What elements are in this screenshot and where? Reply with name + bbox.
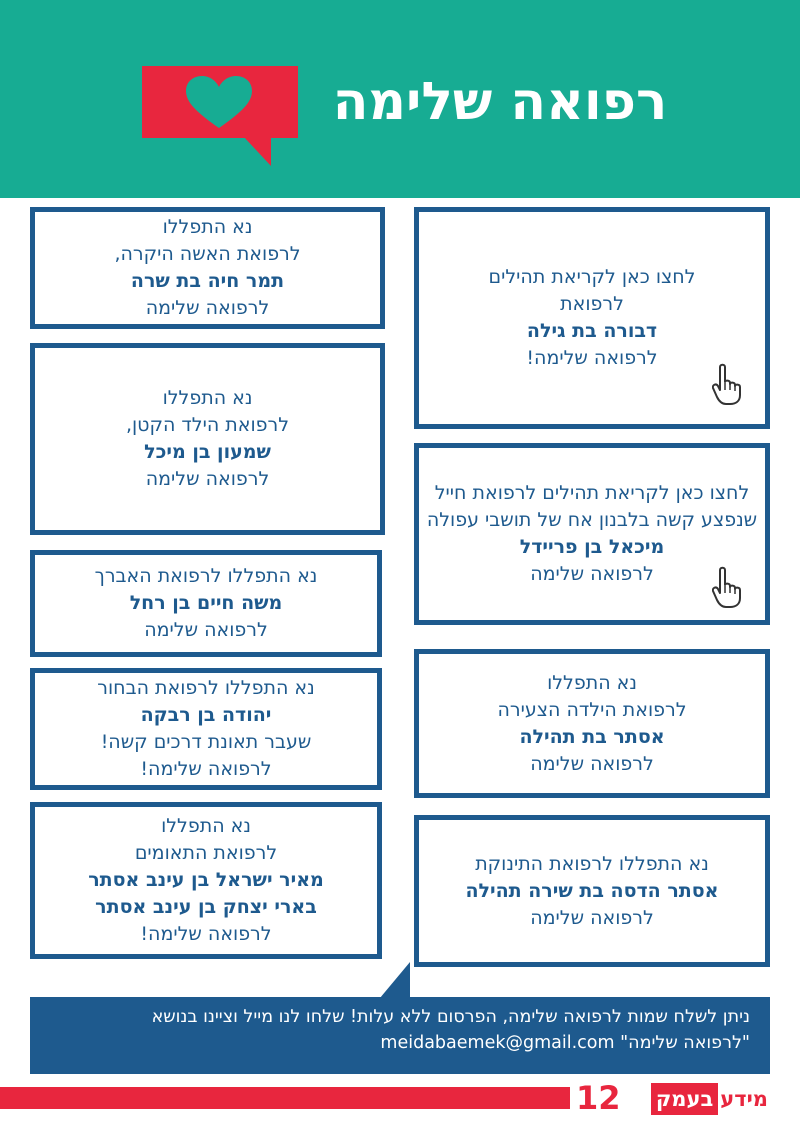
right-prayer-box (414, 649, 770, 798)
patient-name: אסתר הדסה בת שירה תהילה (465, 879, 719, 902)
prayer-text: שנפצע קשה בלבנון אח של תושבי עפולה (426, 509, 758, 531)
logo-part-1: מידע (720, 1087, 768, 1111)
notice-bubble-tail (380, 962, 410, 998)
prayer-text: לרפואה שלימה (144, 619, 268, 641)
prayer-text: לרפואה שלימה! (140, 758, 272, 780)
logo-part-2: בעמק (651, 1083, 718, 1115)
patient-name: יהודה בן רבקה (140, 704, 272, 726)
logo (622, 1083, 770, 1115)
prayer-text: לחצו כאן לקריאת תהילים (488, 266, 696, 288)
prayer-text: נא התפללו (162, 387, 253, 409)
patient-name: תמר חיה בת שרה (130, 270, 285, 292)
prayer-text: נא התפללו (547, 671, 637, 694)
prayer-text: לרפואת הילד הקטן, (125, 414, 290, 436)
prayer-text: לרפואה שלימה! (140, 923, 272, 945)
right-prayer-box (414, 815, 770, 967)
prayer-text: לרפואה שלימה (145, 297, 270, 319)
prayer-text: נא התפללו (161, 815, 251, 837)
left-prayer-box (30, 343, 385, 535)
patient-name: דבורה בת גילה (526, 320, 658, 342)
patient-name: שמעון בן מיכל (144, 441, 271, 463)
patient-name: מיכאל בן פריידל (519, 536, 665, 558)
prayer-text: לרפואה שלימה (530, 906, 654, 929)
prayer-text: לחצו כאן לקריאת תהילים לרפואת חייל (434, 482, 750, 504)
prayer-text: נא התפללו לרפואת התינוקת (475, 852, 709, 875)
speech-bubble-tail (243, 136, 271, 166)
patient-name: אסתר בת תהילה (519, 725, 665, 748)
pointing-hand-icon[interactable] (712, 566, 748, 608)
prayer-text: לרפואת (560, 293, 624, 315)
left-prayer-box (30, 668, 382, 790)
prayer-text: לרפואת האשה היקרה, (114, 243, 301, 265)
prayer-text: לרפואת התאומים (134, 842, 278, 864)
prayer-text: לרפואה שלימה! (526, 347, 658, 369)
left-prayer-box (30, 207, 385, 329)
notice-box (30, 997, 770, 1074)
prayer-text: נא התפללו לרפואת הבחור (97, 677, 315, 699)
prayer-text: לרפואה שלימה (530, 563, 654, 585)
left-prayer-box (30, 802, 382, 959)
pointing-hand-icon[interactable] (712, 363, 748, 405)
patient-name: משה חיים בן רחל (129, 592, 283, 614)
prayer-text: נא התפללו (162, 216, 253, 238)
prayer-text: לרפואת הילדה הצעירה (497, 698, 687, 721)
left-prayer-box (30, 550, 382, 657)
footer-bar (0, 1087, 570, 1109)
patient-name: בארי יצחק בן עינב אסתר (95, 896, 317, 918)
page-title: רפואה שלימה (332, 72, 668, 132)
heart-icon (186, 76, 252, 130)
notice-email-line[interactable]: "לרפואה שלימה" meidabaemek@gmail.com (380, 1033, 750, 1053)
prayer-text: שעבר תאונת דרכים קשה! (100, 731, 312, 753)
patient-name: מאיר ישראל בן עינב אסתר (88, 869, 324, 891)
prayer-text: לרפואה שלימה (530, 752, 654, 775)
prayer-text: לרפואה שלימה (145, 468, 270, 490)
prayer-text: נא התפללו לרפואת האברך (94, 565, 318, 587)
notice-line: ניתן לשלח שמות לרפואה שלימה, הפרסום ללא עלות! שלחו לנו מייל וציינו בנושא (151, 1007, 750, 1027)
page-number: 12 (576, 1079, 621, 1117)
